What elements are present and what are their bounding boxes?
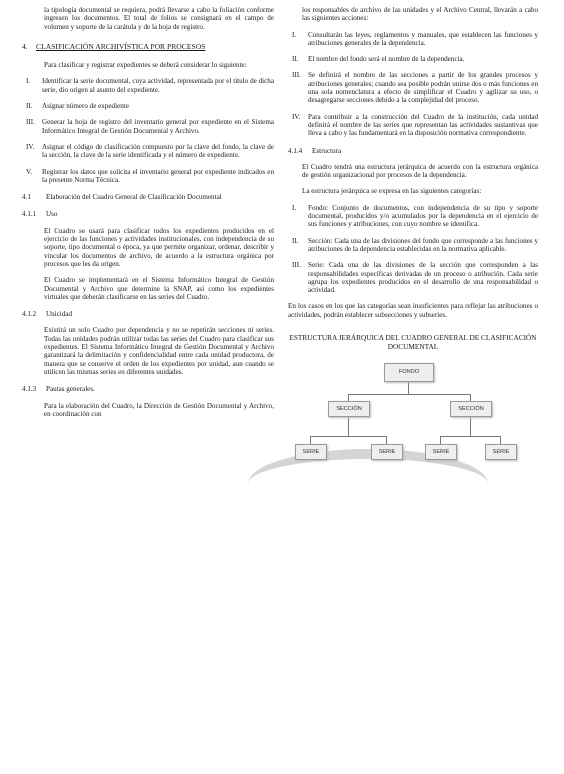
section-4-number: 4. bbox=[22, 41, 28, 51]
pautas-paragraph: Para la elaboración del Cuadro, la Dirección de Gestión Documental y Archivo, en coordinación con bbox=[44, 401, 274, 418]
action-number: III. bbox=[292, 71, 301, 80]
connector-line bbox=[348, 415, 349, 436]
action-item bbox=[288, 55, 538, 63]
step-text: Asignar número de expediente bbox=[42, 102, 129, 111]
category-text: Sección: Cada una de las divisiones del fondo que corresponde a las funciones y atribuciones de la dependencia establecidas en la normativa aplicable. bbox=[308, 236, 538, 253]
connector-line bbox=[408, 380, 409, 394]
right-column bbox=[288, 6, 538, 477]
intro-paragraph: la tipología documental se requiera, podrá llevarse a cabo la foliación conforme ingresen los documentos. El total de folios se consignará en el campo de volumen y soporte de la carátula y de la hoja de registro. bbox=[44, 6, 274, 31]
step-number: IV. bbox=[26, 142, 35, 151]
step-number: II. bbox=[26, 102, 33, 111]
step-item bbox=[22, 118, 274, 135]
serie-node: SERIE bbox=[371, 444, 403, 460]
hierarchy-diagram bbox=[288, 357, 538, 477]
connector-line bbox=[310, 436, 311, 444]
category-text: Serie: Cada una de las divisiones de la sección que corresponden a las responsabilidades específicas derivadas de un proceso o atribución. Cada serie agrupa los expedientes producidos en el desarrollo de una responsabilidad o actividad. bbox=[308, 261, 538, 295]
category-number: II. bbox=[292, 236, 299, 245]
step-item bbox=[22, 168, 274, 185]
action-number: I. bbox=[292, 30, 297, 39]
action-number: IV. bbox=[292, 112, 301, 121]
connector-line bbox=[470, 394, 471, 401]
uso-paragraph-1: El Cuadro se usará para clasificar todos los expedientes producidos en el ejercicio de las funciones y actividades institucionales, con independencia de su soporte, tipo documental o época, ya que permite organizar, ordenar, describir y vincular los documentos de archivo, de acuerdo a la estructura orgánica por procesos que les da origen. bbox=[44, 226, 274, 268]
category-item bbox=[288, 261, 538, 294]
fondo-node: FONDO bbox=[384, 363, 434, 382]
subsection-number: 4.1.4 bbox=[288, 146, 303, 155]
connector-line bbox=[310, 436, 386, 437]
serie-node: SERIE bbox=[485, 444, 517, 460]
category-number: I. bbox=[292, 203, 297, 212]
step-number: III. bbox=[26, 118, 35, 127]
category-item bbox=[288, 237, 538, 254]
subsection-number: 4.1.2 bbox=[22, 310, 37, 319]
action-text: Para contribuir a la construcción del Cuadro de la institución, cada unidad definirá el nombre de las series que representan las actividades sustantivas que lleva a cabo y las fundamentará en la disposición normativa correspondiente. bbox=[308, 112, 538, 138]
connector-line bbox=[500, 436, 501, 444]
figure-title: ESTRUCTURA JERÁRQUICA DEL CUADRO GENERAL DE CLASIFICACIÓN DOCUMENTAL bbox=[289, 333, 537, 352]
category-text: Fondo: Conjunto de documentos, con independencia de su tipo y soporte documental, producidos y/o acumulados por la dependencia en el ejercicio de sus funciones y atribuciones, con cuyo nombre se identifica. bbox=[308, 203, 538, 229]
step-text: Generar la hoja de registro del inventario general por expediente en el Sistema Informático Integral de Gestión Documental y Archivo. bbox=[42, 118, 274, 135]
subsection-title: Uso bbox=[46, 210, 58, 219]
step-text: Identificar la serie documental, cuya actividad, representada por el título de dicha serie, dio origen al asunto del expediente. bbox=[42, 77, 274, 94]
continuation-paragraph: los responsables de archivo de las unidades y el Archivo Central, llevarán a cabo las siguientes acciones: bbox=[302, 6, 538, 23]
subsection-number: 4.1.3 bbox=[22, 385, 37, 394]
subsection-4-1-4-heading bbox=[288, 147, 538, 155]
uso-paragraph-2: El Cuadro se implementará en el Sistema Informático Integral de Gestión Documental y Archivo que determine la SNAP, así como los expedientes virtuales que deberán clasificarse en las series del Cuadro. bbox=[44, 276, 274, 301]
step-item bbox=[22, 77, 274, 94]
subsection-title: Pautas generales. bbox=[46, 385, 95, 394]
connector-line bbox=[386, 436, 387, 444]
seccion-node-left: SECCIÓN bbox=[328, 401, 370, 417]
connector-line bbox=[470, 415, 471, 436]
step-item bbox=[22, 102, 274, 110]
subsection-title: Estructura bbox=[312, 146, 342, 155]
subsection-4-1-1-heading bbox=[22, 210, 274, 218]
subsection-number: 4.1.1 bbox=[22, 210, 37, 219]
action-text: Se definirá el nombre de las secciones a partir de los grandes procesos y atribuciones generales; cuando sea posible podrán unirse dos o más funciones en una sola nomenclatura a efecto de simplificar el Cuadro y agilizar su uso, o desagregarse secciones debido a la complejidad del proceso. bbox=[308, 71, 538, 105]
connector-line bbox=[348, 394, 349, 401]
left-column bbox=[22, 6, 274, 418]
action-item bbox=[288, 71, 538, 104]
connector-line bbox=[440, 436, 441, 444]
subsection-4-1-2-heading bbox=[22, 310, 274, 318]
connector-line bbox=[440, 436, 500, 437]
action-text: Consultarán las leyes, reglamentos y manuales, que establecen las funciones y atribuciones generales de la dependencia. bbox=[308, 30, 538, 47]
section-4-heading bbox=[22, 43, 274, 51]
action-number: II. bbox=[292, 55, 299, 64]
category-item bbox=[288, 204, 538, 229]
seccion-node-right: SECCIÓN bbox=[450, 401, 492, 417]
action-text: El nombre del fondo será el nombre de la dependencia. bbox=[308, 55, 465, 64]
subsection-number: 4.1 bbox=[22, 193, 31, 202]
unicidad-paragraph: Existirá un solo Cuadro por dependencia y no se repetirán secciones ni series. Todas las unidades podrán utilizar todas las series del Cuadro para clasificar sus expedientes. El Sistema Informático Integral de Gestión Documental y Archivo garantizará la delimitación y confidencialidad entre cada unidad productora, de manera que se conserve el orden de los expedientes por unidad, aun cuando se utilicen las mismas series en diferentes unidades. bbox=[44, 326, 274, 376]
step-number: I. bbox=[26, 77, 31, 86]
serie-node: SERIE bbox=[295, 444, 327, 460]
step-text: Registrar los datos que solicita el inventario general por expediente indicados en la presente Norma Técnica. bbox=[42, 167, 274, 184]
closing-paragraph: En los casos en los que las categorías sean insuficientes para reflejar las atribuciones o actividades, podrán establecer subsecciones y subseries. bbox=[288, 302, 538, 319]
subsection-title: Unicidad bbox=[46, 310, 73, 319]
estructura-paragraph-1: El Cuadro tendrá una estructura jerárquica de acuerdo con la estructura orgánica de gestión organizacional por procesos de la dependencia. bbox=[302, 162, 538, 180]
subsection-4-1-3-heading bbox=[22, 385, 274, 393]
subsection-4-1-heading bbox=[22, 193, 274, 201]
action-item bbox=[288, 113, 538, 138]
section-4-title: CLASIFICACIÓN ARCHIVÍSTICA POR PROCESOS bbox=[36, 41, 206, 51]
classify-intro: Para clasificar y registrar expedientes se deberá considerar lo siguiente: bbox=[44, 61, 247, 70]
connector-line bbox=[348, 394, 470, 395]
action-item bbox=[288, 31, 538, 48]
step-number: V. bbox=[26, 167, 32, 176]
subsection-title: Elaboración del Cuadro General de Clasificación Documental bbox=[46, 193, 222, 202]
step-item bbox=[22, 143, 274, 160]
step-text: Asignar el código de clasificación compuesto por la clave del fondo, la clave de la sección, la clave de la serie identificada y el número de expediente. bbox=[42, 142, 274, 160]
estructura-paragraph-2: La estructura jerárquica se expresa en las siguientes categorías: bbox=[302, 187, 482, 196]
category-number: III. bbox=[292, 261, 301, 270]
serie-node: SERIE bbox=[425, 444, 457, 460]
